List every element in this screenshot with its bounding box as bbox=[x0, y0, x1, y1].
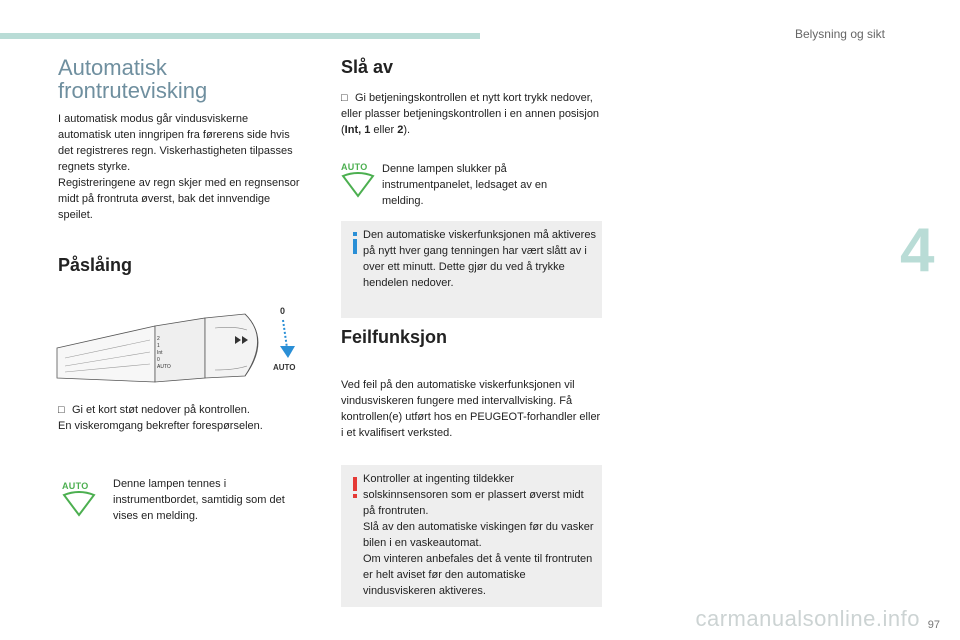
auto-wiper-lamp bbox=[62, 481, 108, 522]
intro-text: I automatisk modus går vindusviskerne automatisk uten inngripen fra førerens side hvis det registreres regn. Viskerhastigheten tilpasses regnets styrke. bbox=[58, 113, 293, 173]
step-text-post: ). bbox=[403, 124, 411, 136]
lamp-auto-label: AUTO bbox=[62, 481, 89, 491]
heading-feilfunksjon: Feilfunksjon bbox=[341, 327, 448, 347]
header-rule bbox=[0, 33, 480, 39]
fault-text: Ved feil på den automatiske viskerfunksjonen vil vindusviskeren fungere med intervallvisking. Få kontrollen(e) utført hos en PEUGEOT-forhandler eller i et kvalifisert verksted. bbox=[341, 379, 601, 439]
lamp-auto-label: AUTO bbox=[341, 162, 368, 172]
chapter-number: 4 bbox=[900, 216, 935, 285]
confirm-text: En viskeromgang bekrefter forespørselen. bbox=[58, 420, 263, 432]
paaslaaing-step bbox=[58, 402, 308, 434]
info-note bbox=[341, 221, 602, 318]
warning-note-text bbox=[363, 471, 598, 599]
bullet-icon: □ bbox=[341, 92, 348, 104]
page-number: 97 bbox=[927, 619, 940, 631]
heading-paaslaaing: Påslåing bbox=[58, 255, 133, 275]
heading-slaa-av: Slå av bbox=[341, 57, 394, 77]
stalk-pos-0: 0 bbox=[157, 357, 160, 363]
step-text-mid: eller bbox=[370, 124, 398, 136]
warning-line-3: Om vinteren anbefales det å vente til frontruten er helt aviset før den automatiske vindusviskeren aktiveres. bbox=[363, 553, 593, 597]
step-text-pre: Gi betjeningskontrollen et nytt kort trykk nedover, eller plasser betjeningskontrollen i en annen posisjon ( bbox=[341, 92, 600, 136]
step-text-bold: Int, 1 bbox=[344, 124, 371, 136]
stalk-pos-1: 1 bbox=[157, 343, 160, 349]
left-lamp-text: Denne lampen tennes i instrumentbordet, samtidig som det vises en melding. bbox=[113, 478, 285, 522]
info-note-text: Den automatiske viskerfunksjonen må aktiveres på nytt hver gang tenningen har vært slått av i over ett minutt. Dette gjør du ved å trykke hendelen nedover. bbox=[363, 229, 596, 289]
wiper-lamp-icon bbox=[62, 491, 96, 517]
info-icon bbox=[350, 232, 360, 254]
intro-paragraph bbox=[58, 111, 303, 223]
step-text-bold-2: 2 bbox=[397, 124, 404, 136]
arrow-dotted bbox=[283, 320, 287, 348]
stalk-pos-auto: AUTO bbox=[157, 364, 171, 370]
wiper-lamp-icon bbox=[341, 172, 375, 198]
arrow-label-bottom: AUTO bbox=[273, 363, 296, 372]
stalk-pos-2: 2 bbox=[157, 336, 160, 342]
watermark: carmanualsonline.info bbox=[695, 606, 920, 631]
right-lamp-text: Denne lampen slukker på instrumentpanelet, ledsaget av en melding. bbox=[382, 163, 548, 207]
wiper-stalk-illustration bbox=[55, 300, 305, 388]
stalk-body bbox=[57, 326, 155, 382]
stalk-pos-int: Int bbox=[157, 350, 163, 356]
warning-line-2: Slå av den automatiske viskingen før du vasker bilen i en vaskeautomat. bbox=[363, 521, 594, 549]
arrow-down-icon bbox=[280, 346, 295, 358]
auto-wiper-lamp-off bbox=[341, 162, 387, 203]
bullet-icon: □ bbox=[58, 404, 65, 416]
chapter-title: Belysning og sikt bbox=[794, 27, 885, 41]
warning-note bbox=[341, 465, 602, 607]
step-text: Gi et kort støt nedover på kontrollen. bbox=[72, 404, 250, 416]
step-line bbox=[58, 402, 308, 418]
section-title: Automatisk frontrutevisking bbox=[58, 55, 208, 103]
arrow-label-top: 0 bbox=[280, 306, 286, 316]
intro-text-2: Registreringene av regn skjer med en regnsensor midt på frontruta øverst, bak det innvendige speilet. bbox=[58, 177, 300, 221]
slaa-av-step bbox=[341, 90, 603, 138]
warning-line-1: Kontroller at ingenting tildekker solskinnsensoren som er plassert øverst midt på frontruten. bbox=[363, 473, 584, 517]
warning-icon bbox=[350, 477, 360, 499]
